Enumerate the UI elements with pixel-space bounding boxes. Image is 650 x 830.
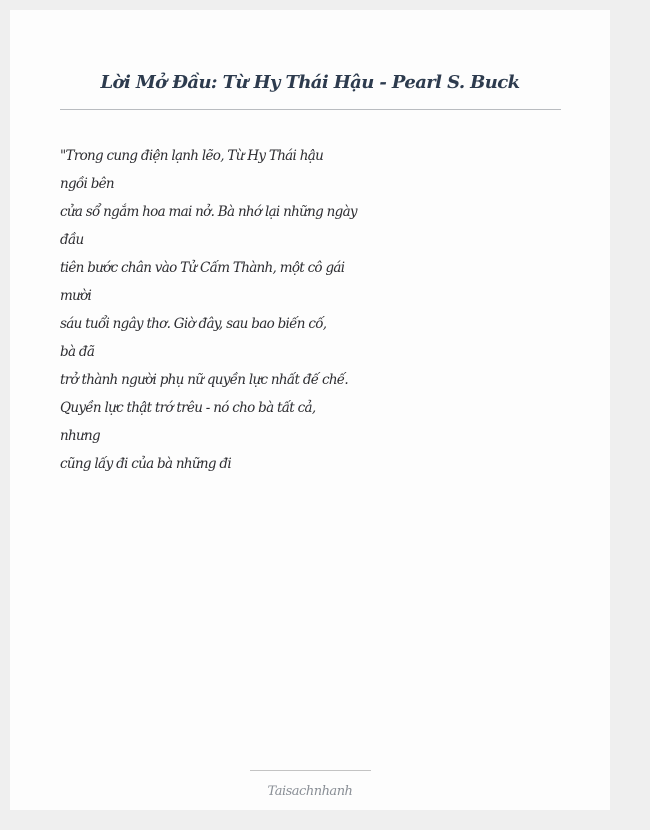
- text-line: nhưng: [60, 428, 100, 444]
- text-line: "Trong cung điện lạnh lẽo, Từ Hy Thái hậu: [60, 148, 324, 164]
- text-line: sáu tuổi ngây thơ. Giờ đây, sau bao biến cố,: [60, 316, 327, 332]
- text-line: tiên bước chân vào Tử Cấm Thành, một cô gái: [60, 260, 345, 276]
- footer-brand: Taisachnhanh: [267, 784, 353, 799]
- text-line: cửa sổ ngắm hoa mai nở. Bà nhớ lại những ngày: [60, 204, 357, 220]
- text-line: đầu: [60, 232, 84, 248]
- text-line: Quyền lực thật trớ trêu - nó cho bà tất cả,: [60, 400, 316, 416]
- document-title: Lời Mở Đầu: Từ Hy Thái Hậu - Pearl S. Buck: [100, 72, 520, 93]
- text-line: trở thành người phụ nữ quyền lực nhất đế chế.: [60, 372, 349, 388]
- document-page: [10, 10, 610, 810]
- text-line: ngồi bên: [60, 176, 114, 192]
- text-line: bà đã: [60, 344, 95, 360]
- body-text: [60, 142, 390, 478]
- text-line: cũng lấy đi của bà những đi: [60, 456, 231, 472]
- footer-divider: [250, 770, 371, 771]
- title-divider: [60, 109, 561, 110]
- text-line: mười: [60, 288, 92, 304]
